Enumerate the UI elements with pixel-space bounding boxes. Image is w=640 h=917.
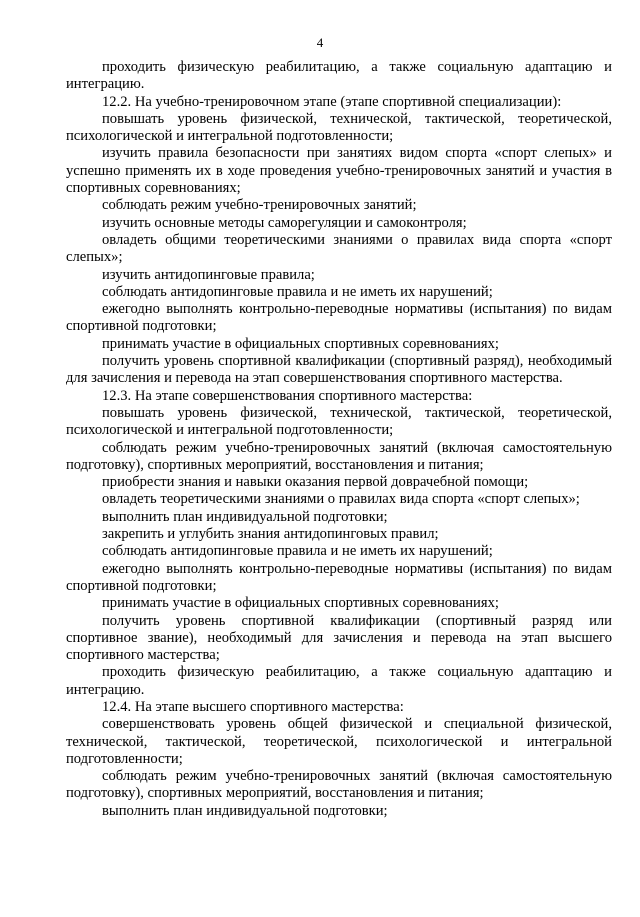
paragraph: овладеть общими теоретическими знаниями о правилах вида спорта «спорт слепых»; xyxy=(66,231,612,266)
paragraph: получить уровень спортивной квалификации (спортивный разряд или спортивное звание), необходимый для зачисления и перевода на этап высшего спортивного мастерства; xyxy=(66,612,612,664)
paragraph: выполнить план индивидуальной подготовки; xyxy=(102,802,388,819)
paragraph: соблюдать антидопинговые правила и не иметь их нарушений; xyxy=(102,543,493,560)
paragraph: принимать участие в официальных спортивных соревнованиях; xyxy=(102,595,499,612)
paragraph: соблюдать режим учебно-тренировочных занятий (включая самостоятельную подготовку), спортивных мероприятий, восстановления и питания; xyxy=(66,768,612,802)
page-number: 4 xyxy=(316,35,324,50)
paragraph: изучить правила безопасности при занятиях видом спорта «спорт слепых» и успешно применять их в ходе проведения учебно-тренировочных занятий и участия в спортивных соревнованиях; xyxy=(66,145,612,197)
paragraph: 12.4. На этапе высшего спортивного мастерства: xyxy=(102,698,404,715)
paragraph: ежегодно выполнять контрольно-переводные нормативы (испытания) по видам спортивной подготовки; xyxy=(66,560,612,594)
document-body xyxy=(66,59,612,820)
paragraph: приобрести знания и навыки оказания первой доврачебной помощи; xyxy=(102,474,529,491)
paragraph: соблюдать антидопинговые правила и не иметь их нарушений; xyxy=(102,283,493,300)
paragraph: принимать участие в официальных спортивных соревнованиях; xyxy=(102,335,499,352)
paragraph: проходить физическую реабилитацию, а также социальную адаптацию и интеграцию. xyxy=(66,59,612,93)
paragraph: соблюдать режим учебно-тренировочных занятий; xyxy=(102,197,417,214)
paragraph: овладеть теоретическими знаниями о правилах вида спорта «спорт слепых»; xyxy=(102,491,580,508)
paragraph: повышать уровень физической, технической, тактической, теоретической, психологической и интегральной подготовленности; xyxy=(66,404,612,439)
paragraph: ежегодно выполнять контрольно-переводные нормативы (испытания) по видам спортивной подготовки; xyxy=(66,301,612,335)
paragraph: соблюдать режим учебно-тренировочных занятий (включая самостоятельную подготовку), спортивных мероприятий, восстановления и питания; xyxy=(66,439,612,473)
paragraph: изучить антидопинговые правила; xyxy=(102,266,315,283)
paragraph: выполнить план индивидуальной подготовки; xyxy=(102,508,388,525)
paragraph: получить уровень спортивной квалификации (спортивный разряд), необходимый для зачисления и перевода на этап совершенствования спортивного мастерства. xyxy=(66,353,612,387)
paragraph: повышать уровень физической, технической, тактической, теоретической, психологической и интегральной подготовленности; xyxy=(66,110,612,145)
paragraph: закрепить и углубить знания антидопинговых правил; xyxy=(102,526,439,543)
paragraph: проходить физическую реабилитацию, а также социальную адаптацию и интеграцию. xyxy=(66,664,612,698)
paragraph: изучить основные методы саморегуляции и самоконтроля; xyxy=(102,214,467,231)
paragraph: 12.2. На учебно-тренировочном этапе (этапе спортивной специализации): xyxy=(102,93,562,110)
paragraph: совершенствовать уровень общей физической и специальной физической, технической, тактической, теоретической, психологической и интегральной подготовленности; xyxy=(66,716,612,767)
paragraph: 12.3. На этапе совершенствования спортивного мастерства: xyxy=(102,387,473,404)
